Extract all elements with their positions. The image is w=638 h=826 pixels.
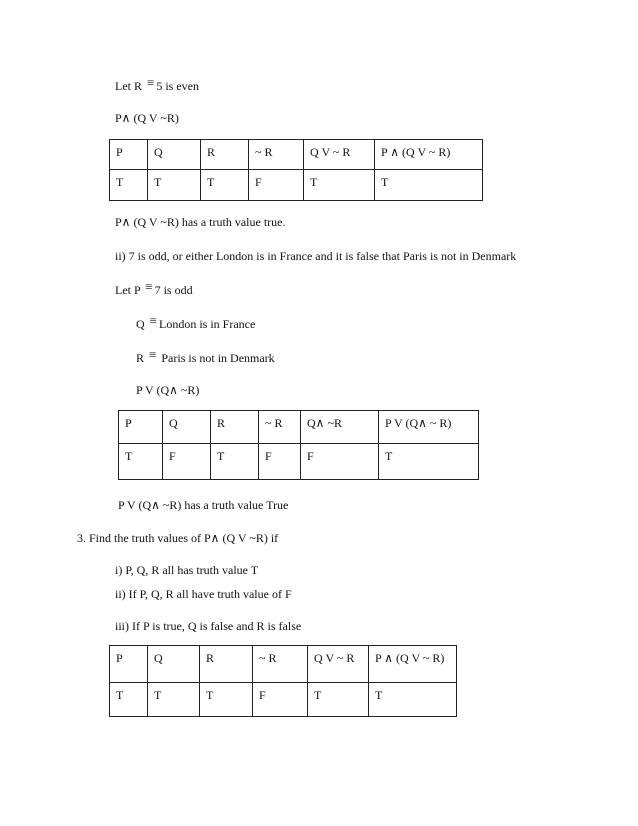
- equiv-symbol: ≡: [149, 347, 157, 362]
- table-header-cell: Q: [148, 646, 200, 683]
- table-header-cell: P: [119, 411, 163, 444]
- table-header-cell: ~ R: [259, 411, 301, 444]
- table-cell: T: [110, 683, 148, 717]
- table-cell: T: [369, 683, 457, 717]
- table-row: [110, 170, 483, 201]
- let-r-prefix: Let R: [115, 79, 142, 93]
- table-cell: T: [119, 444, 163, 480]
- item-iii: iii) If P is true, Q is false and R is false: [115, 619, 302, 633]
- q-line: [136, 313, 256, 331]
- table-header-cell: ~ R: [253, 646, 308, 683]
- equiv-symbol: ≡: [145, 279, 153, 294]
- truth-table-c: [109, 645, 457, 717]
- table-cell: F: [253, 683, 308, 717]
- table-header-cell: R: [201, 140, 249, 170]
- question-3: 3. Find the truth values of P∧ (Q V ~R) if: [77, 531, 279, 545]
- table-header-cell: Q: [163, 411, 211, 444]
- table-header-cell: Q∧ ~R: [301, 411, 379, 444]
- let-r-line: [115, 75, 199, 93]
- table-cell: T: [200, 683, 253, 717]
- equiv-symbol: ≡: [149, 313, 158, 328]
- table-cell: T: [379, 444, 479, 480]
- table-header-row: [110, 140, 483, 170]
- r-line: [136, 347, 275, 365]
- table-header-cell: ~ R: [249, 140, 304, 170]
- r-rest: Paris is not in Denmark: [161, 351, 275, 365]
- conclusion-b: P V (Q∧ ~R) has a truth value True: [118, 498, 289, 512]
- table-cell: T: [110, 170, 148, 201]
- table-cell: T: [211, 444, 259, 480]
- table-cell: T: [304, 170, 375, 201]
- item-ii: ii) If P, Q, R all have truth value of F: [115, 587, 292, 601]
- q-rest: London is in France: [159, 317, 256, 331]
- table-cell: F: [249, 170, 304, 201]
- expression-b: P V (Q∧ ~R): [136, 383, 200, 397]
- table-cell: F: [301, 444, 379, 480]
- table-cell: T: [375, 170, 483, 201]
- let-p-line: [115, 279, 193, 297]
- table-header-cell: R: [200, 646, 253, 683]
- q-prefix: Q: [136, 317, 145, 331]
- item-i: i) P, Q, R all has truth value T: [115, 563, 259, 577]
- table-cell: T: [308, 683, 369, 717]
- table-header-row: [110, 646, 457, 683]
- table-header-cell: Q V ~ R: [304, 140, 375, 170]
- table-header-cell: P: [110, 646, 148, 683]
- table-header-cell: R: [211, 411, 259, 444]
- table-header-row: [119, 411, 479, 444]
- let-p-prefix: Let P: [115, 283, 141, 297]
- table-cell: F: [259, 444, 301, 480]
- r-prefix: R: [136, 351, 145, 365]
- table-header-cell: P ∧ (Q V ~ R): [369, 646, 457, 683]
- table-row: [110, 683, 457, 717]
- table-header-cell: P ∧ (Q V ~ R): [375, 140, 483, 170]
- table-cell: T: [148, 170, 201, 201]
- table-row: [119, 444, 479, 480]
- truth-table-b: [118, 410, 479, 480]
- truth-table-a: [109, 139, 483, 201]
- table-header-cell: Q V ~ R: [308, 646, 369, 683]
- let-r-rest: 5 is even: [156, 79, 199, 93]
- table-header-cell: P: [110, 140, 148, 170]
- table-cell: T: [148, 683, 200, 717]
- let-p-rest: 7 is odd: [154, 283, 193, 297]
- table-cell: F: [163, 444, 211, 480]
- equiv-symbol: ≡: [147, 75, 155, 90]
- table-cell: T: [201, 170, 249, 201]
- table-header-cell: Q: [148, 140, 201, 170]
- expression-a: P∧ (Q V ~R): [115, 111, 179, 125]
- table-header-cell: P V (Q∧ ~ R): [379, 411, 479, 444]
- conclusion-a: P∧ (Q V ~R) has a truth value true.: [115, 215, 286, 229]
- statement-ii: ii) 7 is odd, or either London is in France and it is false that Paris is not in Denmark: [115, 249, 517, 263]
